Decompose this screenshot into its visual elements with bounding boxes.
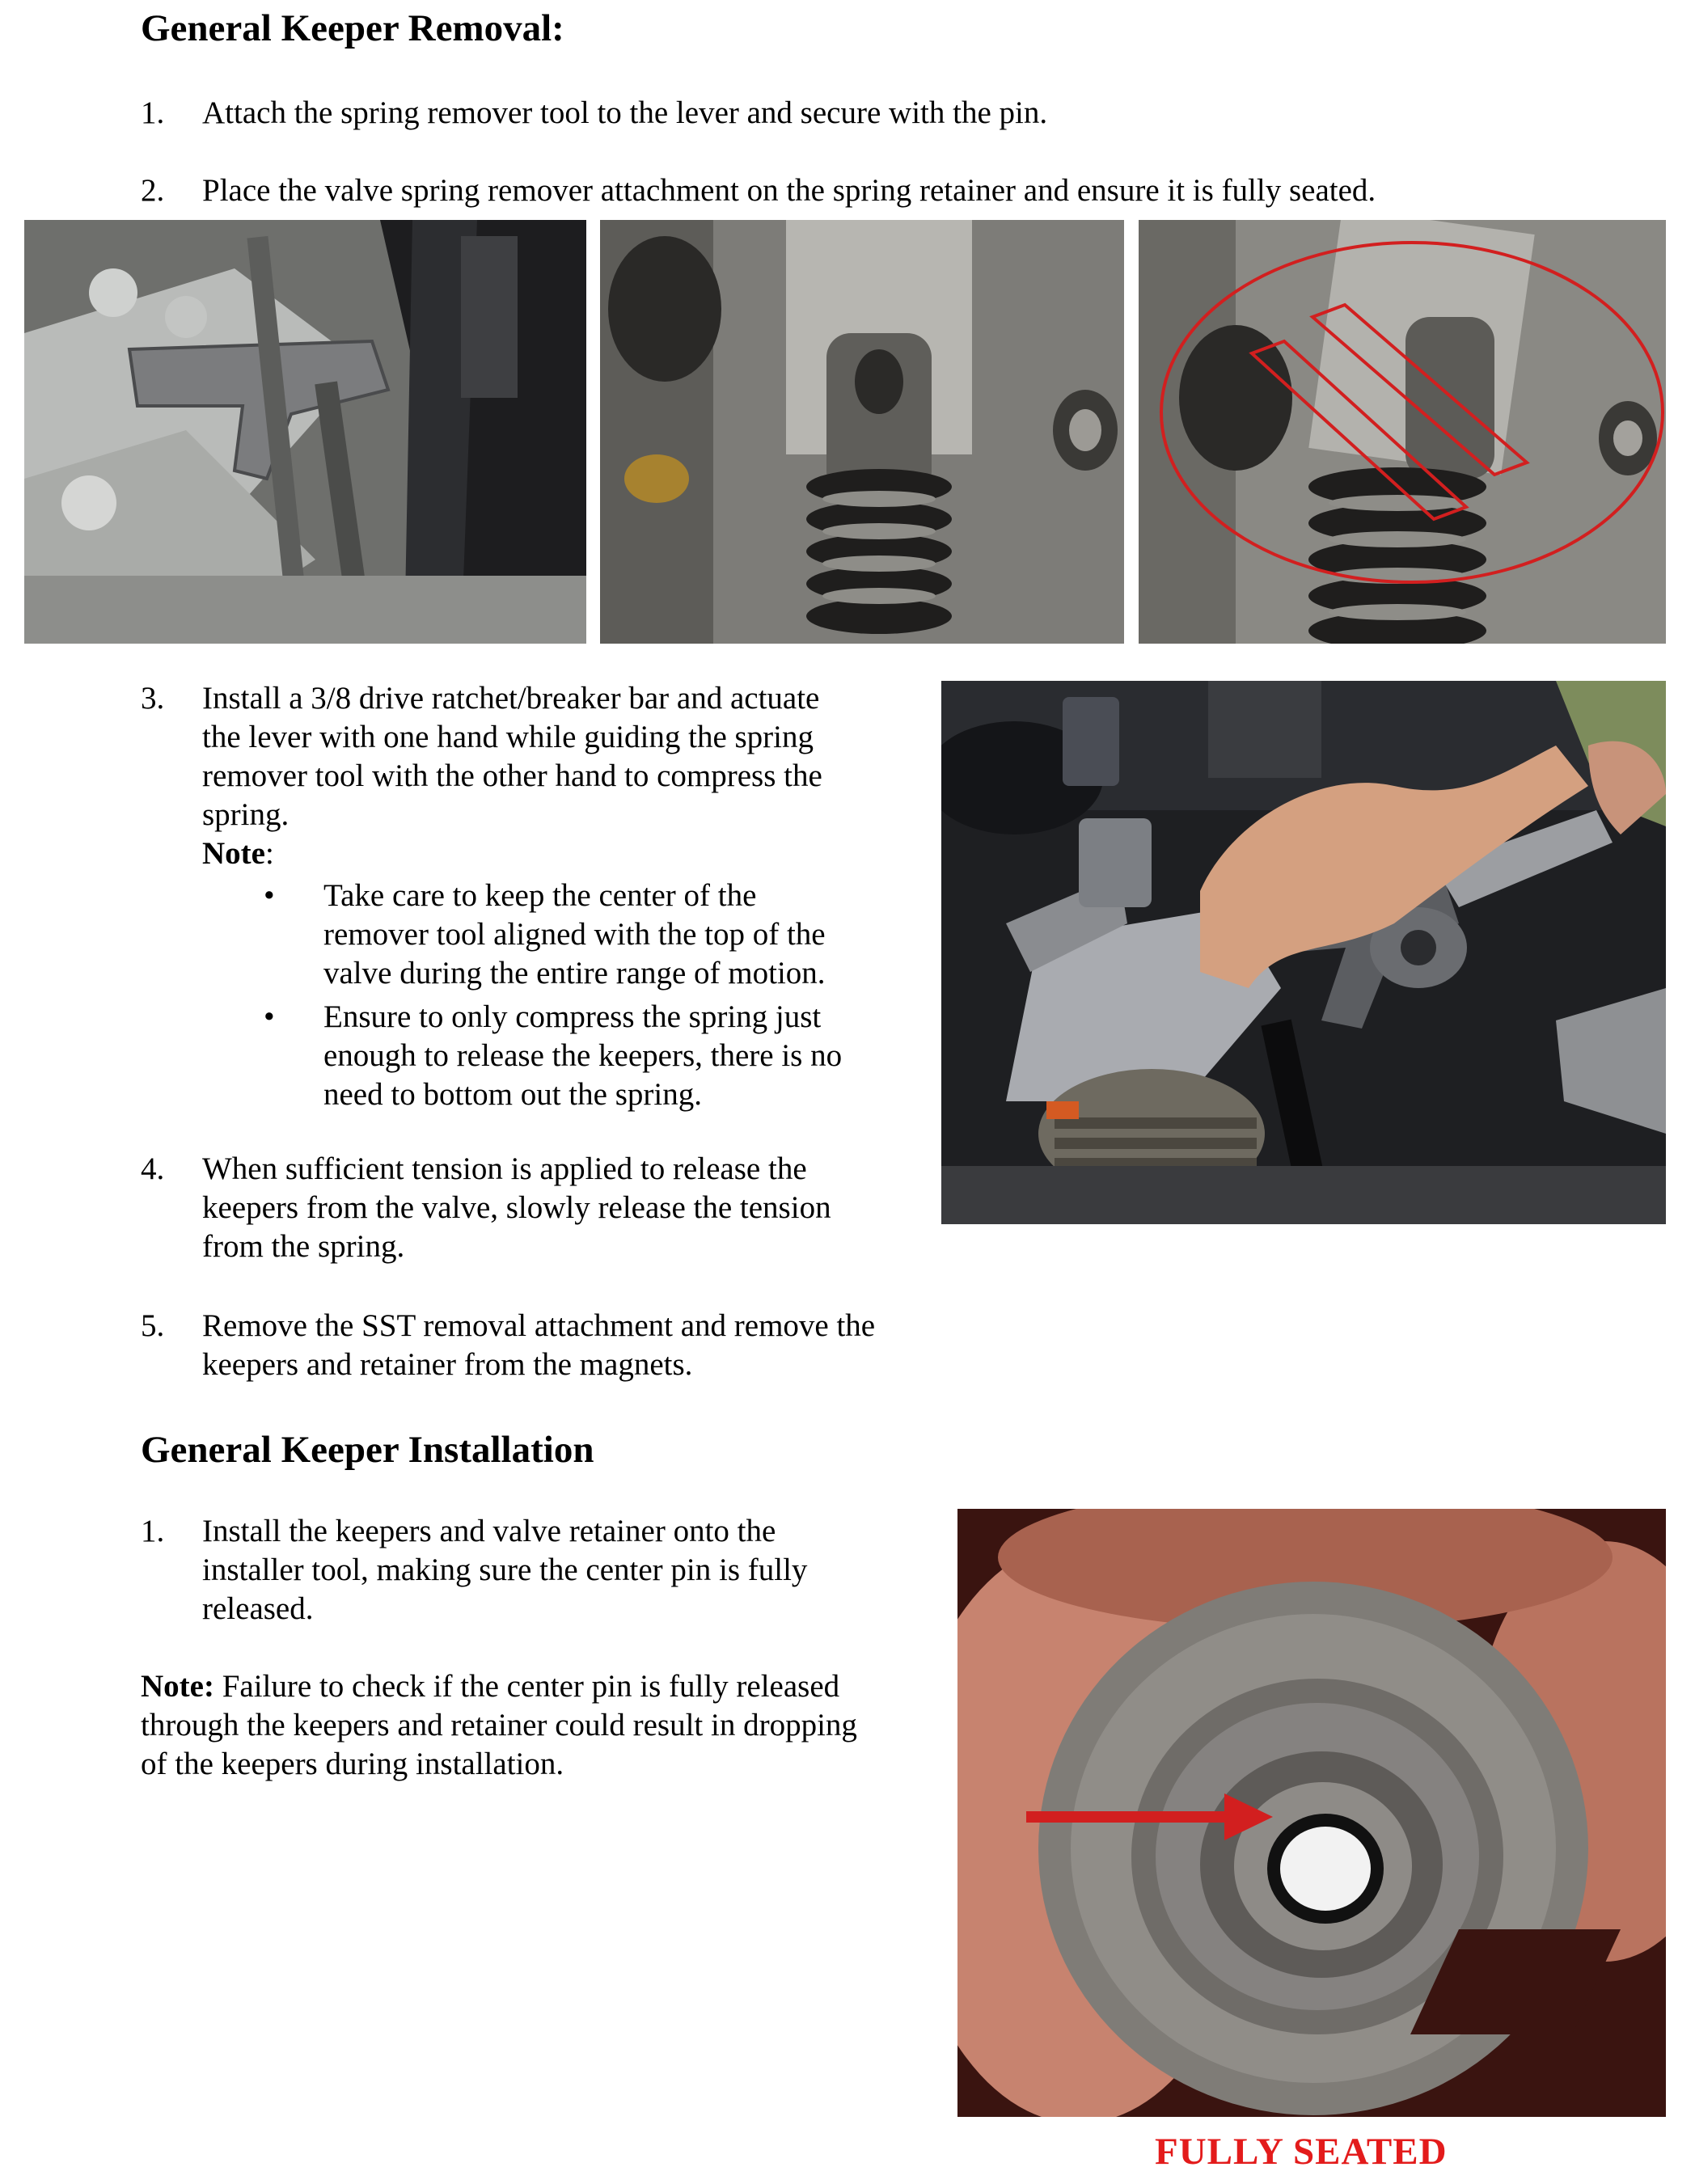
step-3-line: spring. — [202, 797, 290, 832]
bullet-dot-2: • — [264, 999, 275, 1034]
step-3-number: 3. — [141, 681, 165, 716]
removal-heading: General Keeper Removal: — [141, 7, 564, 49]
photo-spring-retainer — [600, 220, 1124, 644]
step-3-line: remover tool with the other hand to compress the — [202, 758, 822, 793]
bullet-line: remover tool aligned with the top of the — [323, 917, 826, 952]
install-step-1-text — [202, 1512, 807, 1628]
install-step-1-number: 1. — [141, 1514, 165, 1548]
bullet-line: enough to release the keepers, there is no — [323, 1038, 843, 1073]
photo-incorrect-seating — [1139, 220, 1666, 644]
bullet-line: Take care to keep the center of the — [323, 878, 757, 913]
step-3-line: the lever with one hand while guiding the spring — [202, 720, 814, 754]
bullet-line: need to bottom out the spring. — [323, 1077, 702, 1112]
bullet-line: Ensure to only compress the spring just — [323, 999, 822, 1034]
install-step-1-line: Install the keepers and valve retainer onto the — [202, 1514, 776, 1548]
step-4-line: from the spring. — [202, 1229, 405, 1264]
photo-lever-assembly — [24, 220, 586, 644]
bullet-2-text — [323, 998, 842, 1114]
installation-note-line: of the keepers during installation. — [141, 1747, 564, 1781]
step-5-number: 5. — [141, 1308, 165, 1343]
installation-note — [141, 1667, 857, 1784]
step-3-text — [202, 679, 822, 873]
step-3-note — [202, 834, 822, 873]
installation-note-line: through the keepers and retainer could result in dropping — [141, 1708, 857, 1743]
install-step-1-line: released. — [202, 1591, 314, 1626]
step-4-text — [202, 1150, 831, 1266]
install-step-1-line: installer tool, making sure the center pin is fully — [202, 1552, 808, 1587]
bullet-line: valve during the entire range of motion. — [323, 956, 826, 991]
step-1-number: 1. — [141, 95, 165, 130]
step-3-line: Install a 3/8 drive ratchet/breaker bar and actuate — [202, 681, 820, 716]
photo-installer-tool — [957, 1509, 1666, 2117]
photo-ratchet-actuation — [941, 681, 1666, 1224]
note-label: Note — [202, 836, 265, 871]
step-4-line: When sufficient tension is applied to release the — [202, 1151, 807, 1186]
bullet-1-text — [323, 877, 826, 993]
bullet-dot-1: • — [264, 878, 275, 913]
note-colon: : — [264, 836, 274, 871]
installation-heading: General Keeper Installation — [141, 1429, 594, 1471]
installation-note-label: Note: — [141, 1669, 214, 1704]
photo-caption: FULLY SEATED — [1155, 2131, 1448, 2173]
step-2-number: 2. — [141, 173, 165, 208]
step-4-number: 4. — [141, 1151, 165, 1186]
step-4-line: keepers from the valve, slowly release the tension — [202, 1190, 831, 1225]
step-1-text: Attach the spring remover tool to the lever and secure with the pin. — [202, 95, 1048, 130]
installation-note-line: Failure to check if the center pin is fully released — [213, 1669, 840, 1704]
step-2-text: Place the valve spring remover attachment on the spring retainer and ensure it is fully seated. — [202, 173, 1376, 208]
step-5-line: Remove the SST removal attachment and remove the — [202, 1308, 876, 1343]
step-5-text — [202, 1307, 875, 1384]
step-5-line: keepers and retainer from the magnets. — [202, 1347, 693, 1382]
